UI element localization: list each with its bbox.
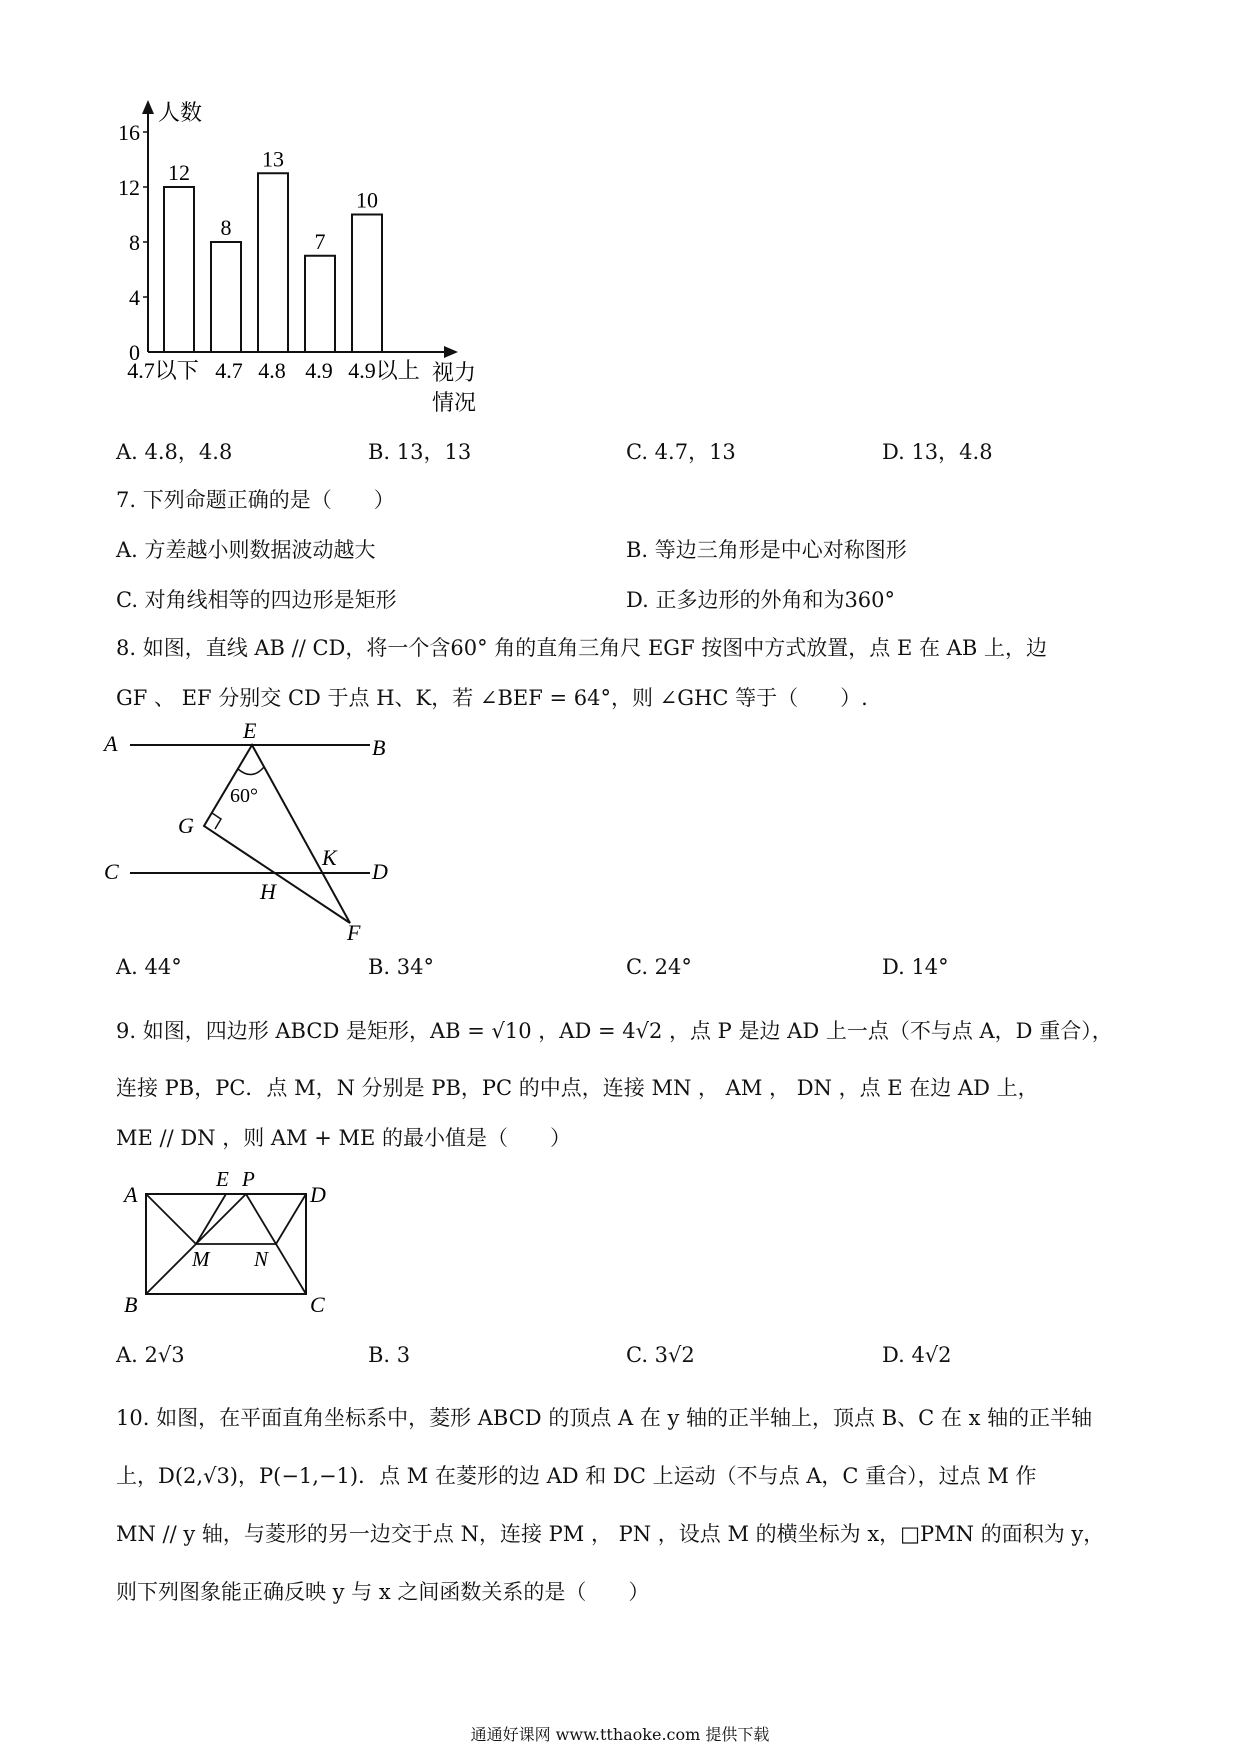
bar-data-label: 13 (262, 146, 284, 172)
bar-data-label: 12 (168, 160, 190, 185)
q7-stem: 7. 下列命题正确的是（ ） (116, 488, 395, 512)
q9-label-n: N (254, 1247, 269, 1271)
x-tick-label: 4.7 (215, 358, 243, 383)
x-tick-label: 4.9以上 (348, 358, 420, 383)
bar-data-label: 8 (220, 215, 232, 240)
q9-option-a: A. 2√3 (116, 1343, 185, 1367)
q9-option-c: C. 3√2 (626, 1343, 695, 1367)
q8-label-g: G (178, 813, 194, 838)
q8-option-d: D. 14° (882, 955, 949, 979)
bar (164, 187, 194, 352)
vision-bar-chart (0, 0, 520, 430)
x-axis-label-line1: 视力 (432, 360, 477, 385)
q8-label-f: F (347, 920, 361, 945)
q8-angle-arc (238, 767, 264, 775)
q9-option-d: D. 4√2 (882, 1343, 952, 1367)
q8-stem-line1: 8. 如图，直线 AB // CD，将一个含60° 角的直角三角尺 EGF 按图中方式放置，点 E 在 AB 上，边 (116, 636, 1047, 660)
q10-stem-line3: MN // y 轴，与菱形的另一边交于点 N，连接 PM ， PN ，设点 M 的横坐标为 x，□PMN 的面积为 y， (116, 1522, 1105, 1546)
page-footer: 通通好课网 www.tthaoke.com 提供下载 (470, 1725, 770, 1744)
y-axis-arrow (142, 100, 154, 114)
q7-option-a: A. 方差越小则数据波动越大 (116, 538, 376, 562)
q8-option-a: A. 44° (116, 955, 182, 979)
bar-data-label: 10 (356, 187, 378, 213)
bar (258, 173, 288, 352)
q8-label-e: E (243, 718, 257, 743)
q9-stem-line1: 9. 如图，四边形 ABCD 是矩形，AB = √10 ，AD = 4√2 ，点 P 是边 AD 上一点（不与点 A，D 重合）， (116, 1019, 1113, 1043)
q9-segment-nd (276, 1194, 306, 1244)
q9-label-m: M (192, 1247, 210, 1271)
q8-angle-label: 60° (230, 785, 258, 807)
q6-option-b: B. 13，13 (368, 440, 472, 464)
q9-label-e: E (216, 1167, 229, 1191)
q9-label-a: A (124, 1182, 138, 1207)
q8-triangle-egf (204, 745, 350, 923)
q9-label-d: D (310, 1182, 326, 1207)
q9-figure (110, 1158, 350, 1318)
q9-stem-line3: ME // DN ，则 AM + ME 的最小值是（ ） (116, 1126, 572, 1150)
y-axis-label: 人数 (158, 100, 203, 125)
q9-label-c: C (310, 1292, 325, 1317)
bar (352, 215, 382, 353)
q6-option-a: A. 4.8，4.8 (116, 440, 233, 464)
q8-option-b: B. 34° (368, 955, 435, 979)
q8-label-c: C (104, 859, 119, 884)
q6-option-c: C. 4.7，13 (626, 440, 736, 464)
x-tick-label: 4.7以下 (127, 358, 199, 383)
bar (211, 242, 241, 352)
q8-label-d: D (372, 859, 388, 884)
q9-label-b: B (124, 1292, 138, 1317)
q8-right-angle-mark (212, 813, 221, 829)
q9-stem-line2: 连接 PB，PC．点 M，N 分别是 PB，PC 的中点，连接 MN ， AM ， DN ，点 E 在边 AD 上， (116, 1076, 1039, 1100)
q6-option-d: D. 13，4.8 (882, 440, 993, 464)
q9-option-b: B. 3 (368, 1343, 411, 1367)
q7-option-b: B. 等边三角形是中心对称图形 (626, 538, 907, 562)
q8-stem-line2: GF 、 EF 分别交 CD 于点 H、K，若 ∠BEF = 64°，则 ∠GHC 等于（ ）. (116, 686, 868, 710)
y-tick-label: 16 (118, 120, 140, 145)
y-tick-label: 0 (129, 340, 140, 365)
q8-label-h: H (260, 879, 276, 904)
q10-stem-line1: 10. 如图，在平面直角坐标系中，菱形 ABCD 的顶点 A 在 y 轴的正半轴上，顶点 B、C 在 x 轴的正半轴 (116, 1406, 1093, 1430)
q8-option-c: C. 24° (626, 955, 692, 979)
y-tick-label: 8 (129, 230, 140, 255)
bar-data-label: 7 (314, 228, 326, 254)
q9-segment-am (146, 1194, 196, 1244)
q7-option-d: D. 正多边形的外角和为360° (626, 588, 896, 612)
q8-label-b: B (372, 735, 386, 760)
x-tick-label: 4.8 (258, 358, 286, 383)
q8-label-a: A (104, 731, 118, 756)
q8-label-k: K (322, 845, 337, 870)
y-tick-label: 4 (129, 285, 140, 310)
q10-stem-line2: 上，D(2,√3)，P(−1,−1)．点 M 在菱形的边 AD 和 DC 上运动（不与点 A，C 重合），过点 M 作 (116, 1464, 1037, 1488)
x-axis-arrow (444, 346, 458, 358)
x-tick-label: 4.9 (305, 358, 333, 383)
q10-stem-line4: 则下列图象能正确反映 y 与 x 之间函数关系的是（ ） (116, 1580, 650, 1604)
x-axis-label-line2: 情况 (432, 390, 477, 415)
y-tick-label: 12 (118, 175, 140, 200)
bar (305, 256, 335, 352)
q9-label-p: P (242, 1167, 255, 1191)
q7-option-c: C. 对角线相等的四边形是矩形 (116, 588, 397, 612)
q8-figure (100, 715, 420, 945)
